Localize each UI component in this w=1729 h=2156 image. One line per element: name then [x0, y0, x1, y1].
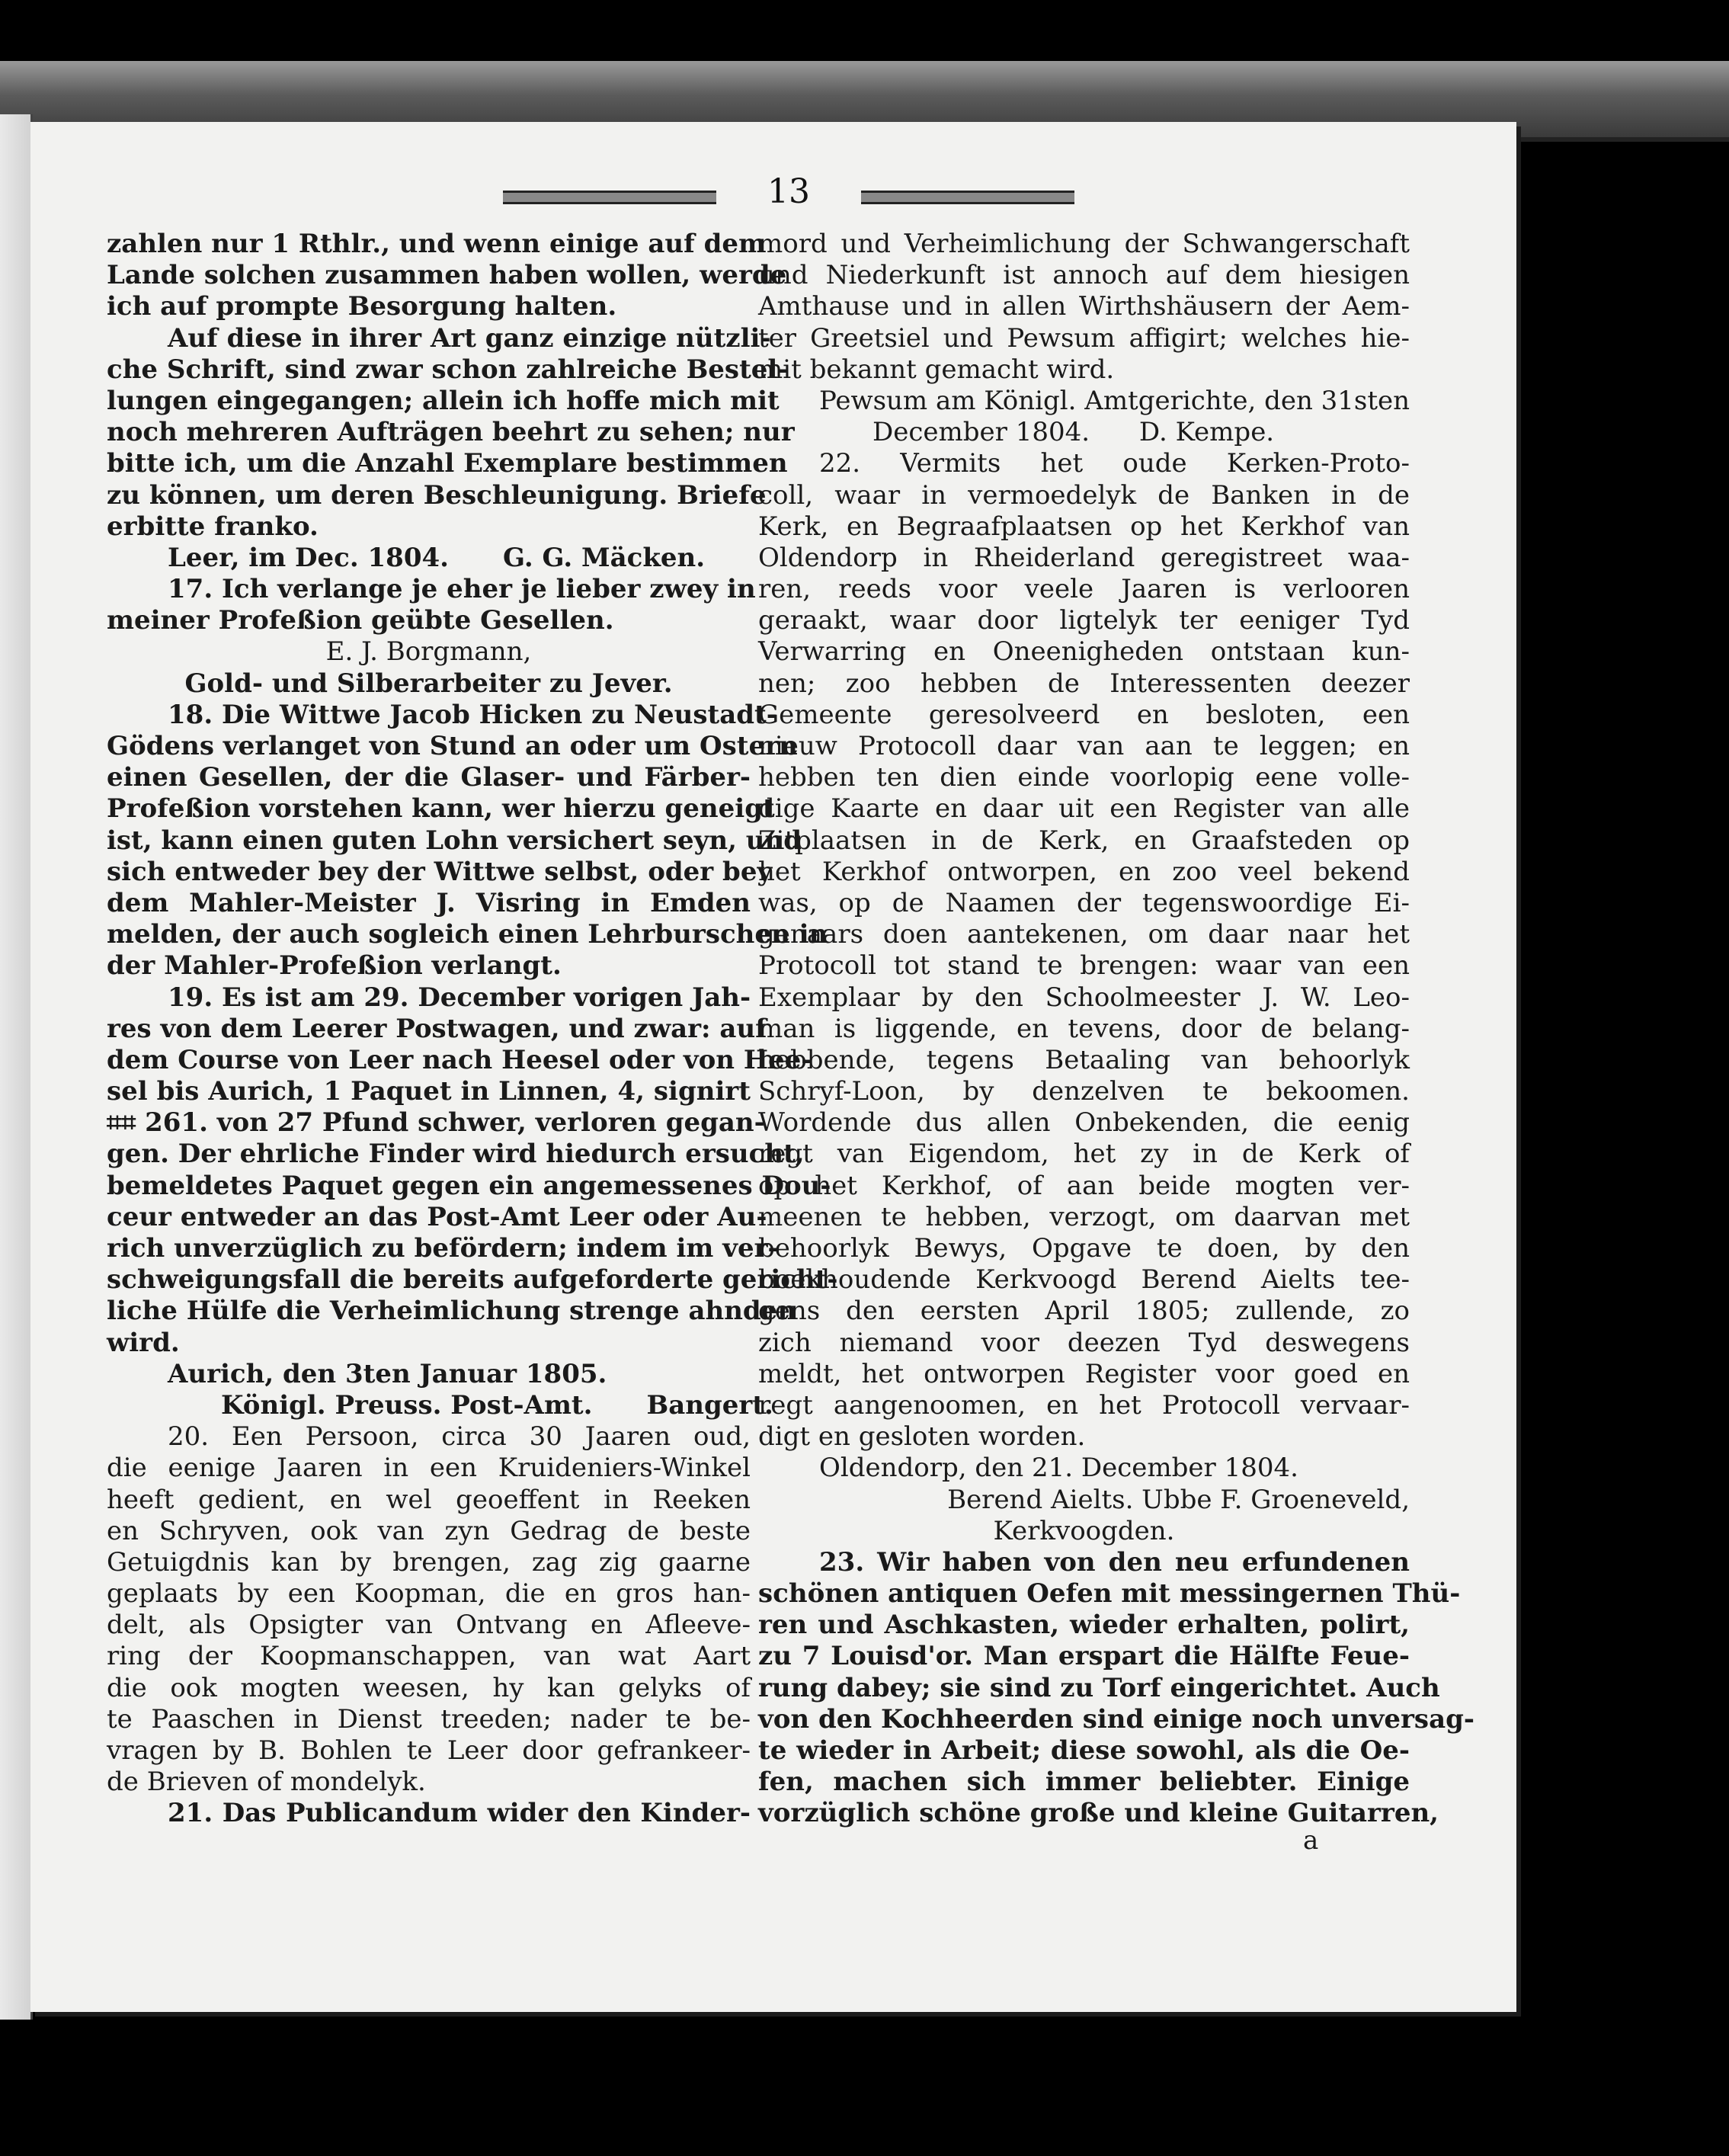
text-line: regt van Eigendom, het zy in de Kerk of: [758, 1139, 1410, 1170]
text-line: Profeßion vorstehen kann, wer hierzu geneigt: [107, 793, 775, 825]
text-line: ring der Koopmanschappen, van wat Aart: [107, 1641, 751, 1672]
text-line: schweigungsfall die bereits aufgeforderte gericht-: [107, 1264, 838, 1296]
text-line: Lande solchen zusammen haben wollen, werde: [107, 260, 787, 291]
text-line: Gödens verlanget von Stund an oder um Ostern: [107, 731, 798, 761]
text-line: dige Kaarte en daar uit een Register van alle: [758, 793, 1410, 825]
text-line: en Schryven, ook van zyn Gedrag de beste: [107, 1515, 751, 1546]
text-line: hebbende, tegens Betaaling van behoorlyk: [758, 1044, 1410, 1075]
text-line: Kerk, en Begraafplaatsen op het Kerkhof van: [758, 511, 1410, 542]
text-line: 21. Das Publicandum wider den Kinder-: [168, 1798, 751, 1829]
text-line: lungen eingegangen; allein ich hoffe mich mit: [107, 385, 780, 416]
text-line: 23. Wir haben von den neu erfundenen: [819, 1546, 1410, 1578]
text-line: Aurich, den 3ten Januar 1805.: [168, 1358, 607, 1389]
text-line: Auf diese in ihrer Art ganz einzige nützli-: [168, 322, 771, 354]
text-line: coll, waar in vermoedelyk de Banken in de: [758, 479, 1410, 511]
text-line: sel bis Aurich, 1 Paquet in Linnen, 4, signirt: [107, 1076, 751, 1107]
text-line: Kerkvoogden.: [993, 1515, 1175, 1546]
page-header: [30, 172, 1516, 213]
text-line: het Kerkhof ontworpen, en zoo veel bekend: [758, 856, 1410, 887]
text-line: nen; zoo hebben de Interessenten deezer: [758, 668, 1410, 699]
text-line: te wieder in Arbeit; diese sowohl, als die Oe-: [758, 1735, 1410, 1766]
text-line: Leer, im Dec. 1804. G. G. Mäcken.: [168, 542, 706, 573]
text-line: behoorlyk Bewys, Opgave te doen, by den: [758, 1233, 1410, 1264]
text-line: wird.: [107, 1327, 180, 1358]
text-line: gens den eersten April 1805; zullende, zo: [758, 1296, 1410, 1327]
text-line: Pewsum am Königl. Amtgerichte, den 31sten: [819, 385, 1410, 416]
text-line: Oldendorp, den 21. December 1804.: [819, 1453, 1298, 1484]
text-line: December 1804. D. Kempe.: [873, 417, 1275, 448]
text-line: noch mehreren Aufträgen beehrt zu sehen; nur: [107, 417, 795, 448]
signature-mark: a: [1303, 1825, 1319, 1856]
text-line: die eenige Jaaren in een Kruideniers-Winkel: [107, 1453, 751, 1484]
text-line: zahlen nur 1 Rthlr., und wenn einige auf dem: [107, 229, 766, 259]
text-line: die ook mogten weesen, hy kan gelyks of: [107, 1672, 751, 1703]
text-line: ter Greetsiel und Pewsum affigirt; welches hie-: [758, 322, 1410, 354]
header-rule-right: [861, 191, 1074, 204]
text-line: dem Mahler-Meister J. Visring in Emden: [107, 887, 751, 918]
text-line: meenen te hebben, verzogt, om daarvan met: [758, 1201, 1410, 1232]
text-line: che Schrift, sind zwar schon zahlreiche Bestel-: [107, 354, 789, 385]
text-line: zu 7 Louisd'or. Man erspart die Hälfte Feue-: [758, 1641, 1410, 1672]
text-line: ⌗⌗ 261. von 27 Pfund schwer, verloren gegan-: [107, 1107, 765, 1139]
text-line: 20. Een Persoon, circa 30 Jaaren oud,: [168, 1421, 751, 1453]
right-column: [758, 229, 1474, 1830]
text-line: bemeldetes Paquet gegen ein angemessenes Dou-: [107, 1170, 831, 1201]
text-line: te Paaschen in Dienst treeden; nader te be-: [107, 1703, 751, 1735]
text-line: von den Kochheerden sind einige noch unversag-: [758, 1703, 1474, 1735]
text-line: meiner Profeßion geübte Gesellen.: [107, 605, 614, 636]
text-line: geplaats by een Koopman, die en gros han-: [107, 1578, 751, 1610]
text-line: Schryf-Loon, by denzelven te bekoomen.: [758, 1076, 1410, 1107]
text-line: vragen by B. Bohlen te Leer door gefrankeer-: [107, 1735, 751, 1766]
text-line: ich auf prompte Besorgung halten.: [107, 291, 617, 322]
text-line: op het Kerkhof, of aan beide mogten ver-: [758, 1170, 1410, 1201]
text-line: rung dabey; sie sind zu Torf eingerichtet. Auch: [758, 1672, 1440, 1703]
text-line: 17. Ich verlange je eher je lieber zwey in: [168, 574, 756, 605]
text-line: de Brieven of mondelyk.: [107, 1767, 426, 1798]
text-line: Verwarring en Oneenigheden ontstaan kun-: [758, 636, 1410, 668]
text-line: rich unverzüglich zu befördern; indem im ver-: [107, 1233, 779, 1264]
text-line: bitte ich, um die Anzahl Exemplare bestimmen: [107, 448, 788, 479]
text-line: melden, der auch sogleich einen Lehrburschen in: [107, 919, 828, 950]
page-number: 13: [767, 172, 810, 211]
text-line: regt aangenoomen, en het Protocoll vervaar-: [758, 1389, 1410, 1421]
text-line: liche Hülfe die Verheimlichung strenge ahnden: [107, 1296, 797, 1327]
text-line: Berend Aielts. Ubbe F. Groeneveld,: [947, 1484, 1410, 1515]
text-line: fen, machen sich immer beliebter. Einige: [758, 1767, 1410, 1798]
text-line: ren und Aschkasten, wieder erhalten, polirt,: [758, 1610, 1410, 1641]
text-line: 22. Vermits het oude Kerken-Proto-: [819, 448, 1410, 479]
text-line: boekhoudende Kerkvoogd Berend Aielts tee-: [758, 1264, 1410, 1296]
text-line: Protocoll tot stand te brengen: waar van een: [758, 950, 1410, 982]
text-line: 19. Es ist am 29. December vorigen Jah-: [168, 982, 751, 1013]
text-line: dem Course von Leer nach Heesel oder von Hee-: [107, 1044, 812, 1075]
text-line: einen Gesellen, der die Glaser- und Färber-: [107, 762, 751, 793]
text-line: genaars doen aantekenen, om daar naar het: [758, 919, 1410, 950]
text-line: sich entweder bey der Wittwe selbst, oder bey: [107, 856, 773, 887]
text-line: ceur entweder an das Post-Amt Leer oder Au-: [107, 1201, 767, 1232]
text-line: Getuigdnis kan by brengen, zag zig gaarne: [107, 1546, 751, 1578]
text-line: gen. Der ehrliche Finder wird hiedurch ersucht,: [107, 1139, 805, 1170]
text-line: mord und Verheimlichung der Schwangerschaft: [758, 229, 1410, 259]
text-line: 18. Die Wittwe Jacob Hicken zu Neustadt-: [168, 699, 777, 730]
text-line: Wordende dus allen Onbekenden, die eenig: [758, 1107, 1410, 1139]
text-line: schönen antiquen Oefen mit messingernen Thü-: [758, 1578, 1461, 1610]
text-line: der Mahler-Profeßion verlangt.: [107, 950, 562, 982]
text-line: ist, kann einen guten Lohn versichert seyn, und: [107, 825, 802, 856]
text-line: hebben ten dien einde voorlopig eene volle-: [758, 762, 1410, 793]
left-page-edge: [0, 114, 33, 2020]
text-line: E. J. Borgmann,: [325, 636, 532, 668]
text-line: Königl. Preuss. Post-Amt. Bangert.: [221, 1389, 773, 1421]
text-line: meldt, het ontworpen Register voor goed en: [758, 1358, 1410, 1389]
text-line: Amthause und in allen Wirthshäusern der Aem-: [758, 291, 1410, 322]
text-line: Gemeente geresolveerd en besloten, een: [758, 699, 1410, 730]
text-line: zich niemand voor deezen Tyd deswegens: [758, 1327, 1410, 1358]
text-line: was, op de Naamen der tegenswoordige Ei-: [758, 887, 1410, 918]
text-line: Oldendorp in Rheiderland geregistreet waa-: [758, 542, 1410, 573]
text-line: erbitte franko.: [107, 511, 319, 542]
text-line: res von dem Leerer Postwagen, und zwar: auf: [107, 1013, 767, 1044]
text-line: vorzüglich schöne große und kleine Guitarren,: [758, 1798, 1439, 1829]
text-line: und Niederkunft ist annoch auf dem hiesigen: [758, 260, 1410, 291]
text-line: digt en gesloten worden.: [758, 1421, 1086, 1453]
text-line: nieuw Protocoll daar van aan te leggen; en: [758, 731, 1410, 761]
text-line: zu können, um deren Beschleunigung. Briefe: [107, 479, 767, 511]
text-line: mit bekannt gemacht wird.: [758, 354, 1115, 385]
text-line: Zitplaatsen in de Kerk, en Graafsteden op: [758, 825, 1410, 856]
text-line: delt, als Opsigter van Ontvang en Afleeve-: [107, 1610, 751, 1641]
page: [30, 122, 1516, 2012]
text-line: geraakt, waar door ligtelyk ter eeniger Tyd: [758, 605, 1410, 636]
text-line: heeft gedient, en wel geoeffent in Reeken: [107, 1484, 751, 1515]
left-column: [107, 229, 838, 1830]
text-line: Gold- und Silberarbeiter zu Jever.: [184, 668, 673, 699]
text-line: ren, reeds voor veele Jaaren is verlooren: [758, 574, 1410, 605]
header-rule-left: [503, 191, 716, 204]
text-line: man is liggende, en tevens, door de belang-: [758, 1013, 1410, 1044]
text-line: Exemplaar by den Schoolmeester J. W. Leo-: [758, 982, 1410, 1013]
